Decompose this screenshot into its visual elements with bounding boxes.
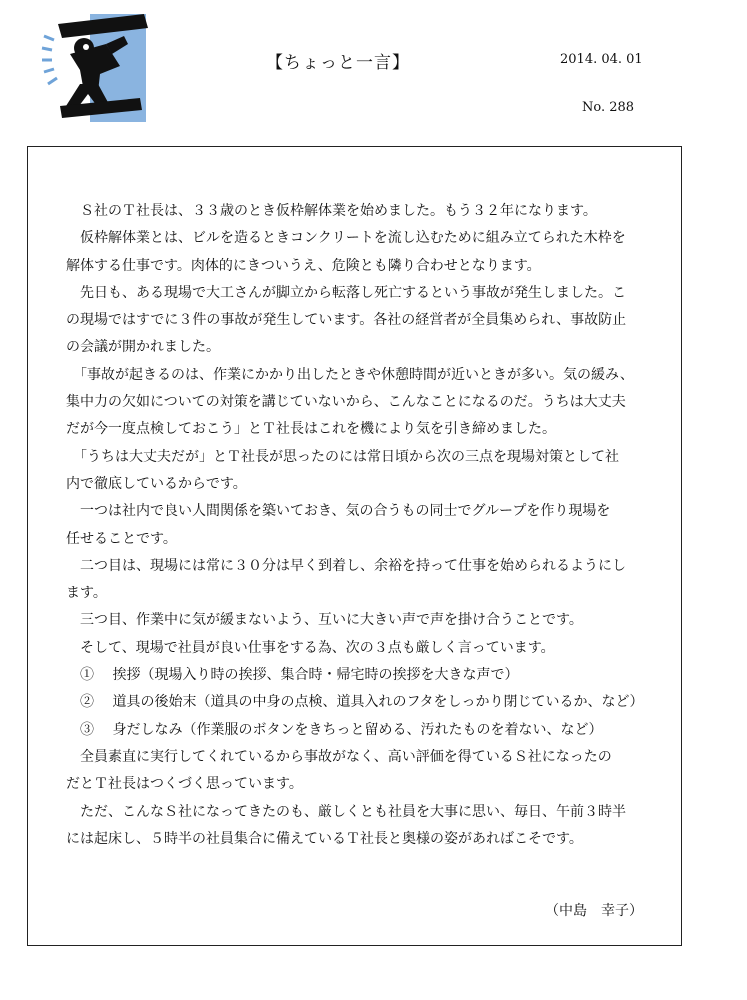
- issue-number: No. 288: [582, 100, 635, 115]
- logo-svg: [40, 14, 152, 122]
- worker-carrying-beam-icon: [40, 14, 152, 122]
- body-line: そして、現場で社員が良い仕事をする為、次の３点も厳しく言っています。: [66, 639, 555, 656]
- body-line: 二つ目は、現場には常に３０分は早く到着し、余裕を持って仕事を始められるようにし: [66, 557, 626, 574]
- list-item-greeting: ① 挨拶（現場入り時の挨拶、集合時・帰宅時の挨拶を大きな声で）: [66, 667, 519, 684]
- body-line: 仮枠解体業とは、ビルを造るときコンクリートを流し込むために組み立てられた木枠を: [66, 230, 626, 247]
- body-line: の現場ではすでに３件の事故が発生しています。各社の経営者が全員集められ、事故防止: [66, 312, 627, 329]
- body-line: Ｓ社のＴ社長は、３３歳のとき仮枠解体業を始めました。もう３２年になります。: [66, 203, 597, 219]
- body-line: 内で徹底しているからです。: [66, 475, 247, 492]
- article-body: [66, 198, 646, 853]
- issue-date: 2014. 04. 01: [560, 52, 643, 67]
- page-title: 【ちょっと一言】: [266, 53, 410, 73]
- list-item-tools: ② 道具の後始末（道具の中身の点検、道具入れのフタをしっかり閉じているか、など）: [66, 694, 644, 711]
- author-signature: （中島 幸子）: [545, 903, 643, 919]
- body-line: には起床し、５時半の社員集合に備えているＴ社長と奥様の姿があればこそです。: [66, 830, 583, 847]
- logo-ray-marks: [42, 36, 57, 84]
- list-item-appearance: ③ 身だしなみ（作業服のボタンをきちっと留める、汚れたものを着ない、など）: [66, 721, 603, 738]
- body-line: 三つ目、作業中に気が緩まないよう、互いに大きい声で声を掛け合うことです。: [66, 612, 583, 629]
- body-line: 解体する仕事です。肉体的にきついうえ、危険とも隣り合わせとなります。: [66, 257, 541, 274]
- body-line: だが今一度点検しておこう」とＴ社長はこれを機により気を引き締めました。: [66, 421, 556, 438]
- body-line: ただ、こんなＳ社になってきたのも、厳しくとも社員を大事に思い、毎日、午前３時半: [66, 803, 626, 820]
- body-line: 「うちは大丈夫だが」とＴ社長が思ったのには常日頃から次の三点を現場対策として社: [66, 448, 619, 465]
- body-line: 集中力の欠如についての対策を講じていないから、こんなことになるのだ。うちは大丈夫: [66, 394, 626, 411]
- body-line: 一つは社内で良い人間関係を築いておき、気の合うもの同士でグループを作り現場を: [66, 503, 611, 520]
- body-line: 先日も、ある現場で大工さんが脚立から転落し死亡するという事故が発生しました。こ: [66, 284, 626, 301]
- body-line: の会議が開かれました。: [66, 339, 220, 356]
- logo-worker-eye: [83, 44, 89, 50]
- body-line: 「事故が起きるのは、作業にかかり出したときや休憩時間が近いときが多い。気の緩み、: [66, 366, 634, 383]
- body-line: 全員素直に実行してくれているから事故がなく、高い評価を得ているＳ社になったの: [66, 748, 612, 765]
- body-line: だとＴ社長はつくづく思っています。: [66, 776, 303, 793]
- body-line: ます。: [66, 585, 107, 602]
- body-line: 任せることです。: [66, 530, 177, 547]
